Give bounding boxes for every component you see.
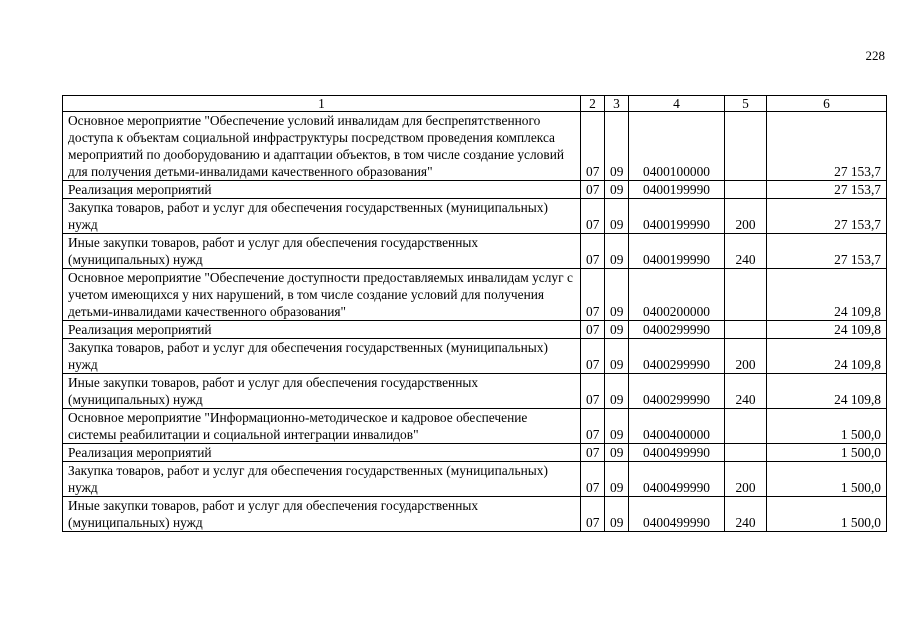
row-amount-cell: 1 500,0 [767,497,887,532]
table-row [63,199,887,234]
budget-table [62,95,887,532]
row-subsection-cell: 09 [605,181,629,199]
row-subsection-cell: 09 [605,444,629,462]
header-col-1: 1 [63,96,581,112]
row-amount-cell: 1 500,0 [767,444,887,462]
row-section-cell: 07 [581,234,605,269]
row-amount-cell: 24 109,8 [767,374,887,409]
header-col-4: 4 [629,96,725,112]
row-amount-cell: 24 109,8 [767,269,887,321]
row-name-cell: Закупка товаров, работ и услуг для обеспечения государственных (муниципальных) нужд [63,462,581,497]
row-name-cell: Иные закупки товаров, работ и услуг для обеспечения государственных (муниципальных) нужд [63,374,581,409]
row-subsection-cell: 09 [605,199,629,234]
row-section-cell: 07 [581,339,605,374]
row-expense-type-cell: 240 [725,497,767,532]
table-row [63,409,887,444]
row-target-article-cell: 0400199990 [629,199,725,234]
row-name-cell: Реализация мероприятий [63,181,581,199]
row-section-cell: 07 [581,181,605,199]
table-row [63,269,887,321]
row-target-article-cell: 0400100000 [629,112,725,181]
row-expense-type-cell: 240 [725,234,767,269]
table-row [63,497,887,532]
row-expense-type-cell: 200 [725,462,767,497]
row-subsection-cell: 09 [605,234,629,269]
row-amount-cell: 24 109,8 [767,339,887,374]
header-col-5: 5 [725,96,767,112]
row-name-cell: Основное мероприятие "Обеспечение доступности предоставляемых инвалидам услуг с учетом имеющихся у них нарушений, в том числе создание условий для получения детьми-инвалидами качественного образования" [63,269,581,321]
row-expense-type-cell [725,112,767,181]
row-name-cell: Иные закупки товаров, работ и услуг для обеспечения государственных (муниципальных) нужд [63,234,581,269]
row-section-cell: 07 [581,199,605,234]
row-expense-type-cell [725,409,767,444]
row-expense-type-cell: 200 [725,339,767,374]
row-name-cell: Закупка товаров, работ и услуг для обеспечения государственных (муниципальных) нужд [63,339,581,374]
row-amount-cell: 27 153,7 [767,181,887,199]
row-subsection-cell: 09 [605,497,629,532]
table-row [63,339,887,374]
header-col-6: 6 [767,96,887,112]
table-row [63,374,887,409]
row-amount-cell: 1 500,0 [767,409,887,444]
row-section-cell: 07 [581,462,605,497]
table-row [63,112,887,181]
row-target-article-cell: 0400299990 [629,321,725,339]
row-target-article-cell: 0400200000 [629,269,725,321]
table-row [63,462,887,497]
row-subsection-cell: 09 [605,112,629,181]
row-target-article-cell: 0400199990 [629,181,725,199]
row-name-cell: Основное мероприятие "Обеспечение условий инвалидам для беспрепятственного доступа к объектам социальной инфраструктуры посредством проведения комплекса мероприятий по дооборудованию и адаптации объектов, в том числе создание условий для получения детьми-инвалидами качественного образования" [63,112,581,181]
table-row [63,181,887,199]
row-target-article-cell: 0400400000 [629,409,725,444]
table-row [63,321,887,339]
row-amount-cell: 27 153,7 [767,199,887,234]
row-subsection-cell: 09 [605,409,629,444]
row-section-cell: 07 [581,321,605,339]
row-name-cell: Реализация мероприятий [63,444,581,462]
row-target-article-cell: 0400499990 [629,497,725,532]
row-target-article-cell: 0400199990 [629,234,725,269]
row-amount-cell: 27 153,7 [767,112,887,181]
row-expense-type-cell [725,181,767,199]
table-row [63,234,887,269]
row-subsection-cell: 09 [605,374,629,409]
row-target-article-cell: 0400299990 [629,374,725,409]
row-section-cell: 07 [581,374,605,409]
row-expense-type-cell [725,444,767,462]
row-subsection-cell: 09 [605,321,629,339]
row-name-cell: Основное мероприятие "Информационно-методическое и кадровое обеспечение системы реабилитации и социальной интеграции инвалидов" [63,409,581,444]
row-name-cell: Закупка товаров, работ и услуг для обеспечения государственных (муниципальных) нужд [63,199,581,234]
row-amount-cell: 27 153,7 [767,234,887,269]
row-section-cell: 07 [581,269,605,321]
row-target-article-cell: 0400499990 [629,444,725,462]
row-subsection-cell: 09 [605,462,629,497]
row-section-cell: 07 [581,497,605,532]
row-section-cell: 07 [581,444,605,462]
row-subsection-cell: 09 [605,269,629,321]
row-section-cell: 07 [581,112,605,181]
page-number: 228 [865,48,885,63]
row-subsection-cell: 09 [605,339,629,374]
row-name-cell: Реализация мероприятий [63,321,581,339]
header-col-2: 2 [581,96,605,112]
row-expense-type-cell [725,321,767,339]
row-expense-type-cell: 240 [725,374,767,409]
row-target-article-cell: 0400299990 [629,339,725,374]
table-row [63,444,887,462]
row-target-article-cell: 0400499990 [629,462,725,497]
row-amount-cell: 1 500,0 [767,462,887,497]
row-name-cell: Иные закупки товаров, работ и услуг для обеспечения государственных (муниципальных) нужд [63,497,581,532]
header-col-3: 3 [605,96,629,112]
row-section-cell: 07 [581,409,605,444]
row-expense-type-cell: 200 [725,199,767,234]
table-header-row [63,96,887,112]
row-expense-type-cell [725,269,767,321]
row-amount-cell: 24 109,8 [767,321,887,339]
